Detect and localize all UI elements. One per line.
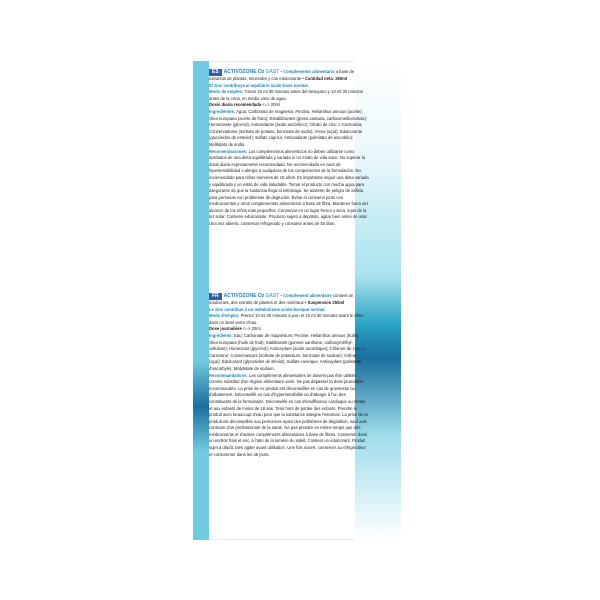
fr-mode-label: Mode d'emploi: — [209, 313, 240, 319]
fr-intro-highlight: • Complement alimentaire — [279, 293, 332, 298]
brand-sub: GAST — [265, 69, 280, 75]
es-mode-label: Modo de empleo: — [209, 89, 244, 95]
es-claim: El zinc contribuye al equilibrio ácido-base normal. — [209, 82, 309, 88]
es-mode-text: Tomar 10 ml 30 minutos antes del desayuno y 10 ml 30 minutos antes de la cena, en medio vaso de agua. — [209, 89, 363, 101]
left-color-stripe — [193, 61, 209, 540]
brand-sub: GAST — [265, 293, 280, 299]
fr-ingredients — [209, 333, 369, 373]
fr-intro-text: contient un édulcorant, des extraits de plantes et des minéraux • — [209, 293, 354, 305]
fr-ingredients-label: Ingrédients: — [209, 332, 233, 338]
es-dose-text: <=> 20ml — [261, 102, 280, 108]
fr-rec-text: Les compléments alimentaires ne doivent pas être utilisés comme substitut d'un régime alimentaire varié. Ne pas dépasser la dose journalière recommandée. La prise de ce produit est déconseillée en cas de grossesse ou d'allaitement. Déconseillé en cas d'hypersensibilité ou d'allergie à l'un des constituants de la formulation. Déconseillé en cas d'insuffisance cardiaque ou rénale et aux enfants de moins de 18 ans. Tenir hors de portée des enfants. Prendre le produit avec beaucoup d'eau pour que la substance atteigne l'estomac. La prise de ce produit est déconseillée aux personnes ayant des problèmes de déglutition, sauf avis contraire d'un professionnel de la santé. Ne pas prendre en même temps que des médicaments et d'autres compléments alimentaires à base de fibres. Conserver dans un endroit frais et sec, à l'abri de la lumière du soleil. Contient un édulcorant. Produit sujet à dépôt, bien agiter avant utilisation. Une fois ouvert, conserver au réfrigérateur et consommer dans les 45 jours. — [209, 372, 369, 457]
fr-dose-text: <=> 20ml — [241, 326, 261, 332]
es-mode — [209, 89, 369, 102]
label-content — [209, 61, 369, 540]
spanish-text-block — [209, 69, 369, 228]
brand-name: ACTIVOZONE Oz — [223, 293, 265, 299]
brand-name: ACTIVOZONE Oz — [223, 69, 265, 75]
fr-content: Suspension 250ml — [307, 300, 345, 305]
lang-badge-es: ES — [209, 69, 222, 76]
es-dose-label: Dosis diaria recomendada — [209, 102, 262, 108]
french-text-block — [209, 293, 369, 458]
es-rec-text: Los complementos alimenticios no deben utilizarse como sustitutos de una dieta equilibrada y variada ni un modo de vida sano. No superar la dosis diaria expresamente recomendada. No recomendado en caso de hipersensibilidad o alergia a cualquiera de los componentes de la formulación. No recomendado para niños menores de 15 años. Es importante seguir una dieta variada y equilibrada y un estilo de vida saludable. Tomar el producto con mucha agua para asegurarse de que la sustancia llega al estómago. Se advierte de peligro de asfixia para personas con problemas de deglución. Evitar el consumo junto con medicamentos y otros complementos alimenticios a base de fibra. Mantener fuera del alcance de los niños más pequeños. Conservar en un lugar fresco y seco, lejos de la luz solar. Contiene edulcorante. Producto sujeto a depósito, agitar bien antes de usar. Una vez abierto, conservar refrigerado y consumir antes de 45 días. — [209, 148, 369, 227]
fr-rec-label: Recommandations: — [209, 372, 248, 378]
fr-recommendations — [209, 373, 369, 459]
product-box — [193, 61, 401, 540]
es-rec-label: Recomendaciones: — [209, 148, 248, 154]
fr-mode-text: Prenez 10 ml 30 minutes à jeun et 10 ml 30 minutes avant le dîner dans un demi-verre d'eau. — [209, 313, 364, 325]
left-stripe-wave — [193, 361, 209, 451]
es-ingredients-label: Ingredientes: — [209, 108, 236, 114]
fr-claim: Le zinc contribue à un métabolisme acido-basique normal. — [209, 306, 326, 312]
fr-ingredients-text: Eau; Carbonate de magnésium; Pectine; Helianthus annuus (huile); Olea europaea (huile de fruit); Stabilisants (gomme xanthane, carboxyméthyl-cellulose); Humectant (glycérol); Antioxydant (acide ascorbique); Chlorure de zinc; L-Carnosine; Conservateurs (sorbate de potassium, benzoate de sodium); Arôme (açaí); Édulcorant (glycosides de stéviol); Sulfate cuivrique; Antioxydant (palmitate d'ascorbyle); Molybdate de sodium. — [209, 332, 367, 371]
es-recommendations — [209, 149, 369, 228]
es-intro-highlight: • Complemento alimentario — [279, 69, 335, 74]
es-content: Cantidad neta: 250ml — [304, 76, 348, 81]
fr-intro — [209, 293, 369, 307]
fr-mode — [209, 313, 369, 326]
es-ingredients-text: Agua; Carbonato de magnesio; Pectina; Helianthus annuus (aceite); Olea europaea (aceite de fruto); Estabilizantes (goma xantana, carboximetilcelulosa); Humectante (glicerol); Antioxidante (ácido ascórbico); Citrato de zinc; L-Carnosina; Conservadores (sorbato de potasio, benzoato de sodio); Arena (açaí); Edulcorante (glucósidos de esteviol); sulfato cúprico; Antioxidante (palmitato de ascorbilo); Molibdato de sodio. — [209, 108, 368, 147]
lang-badge-fr: FR — [209, 293, 222, 300]
es-intro-text: a base de extractos de plantas, minerales y con edulcorante • — [209, 69, 355, 81]
es-intro — [209, 69, 369, 83]
es-ingredients — [209, 109, 369, 149]
fr-dose — [209, 326, 369, 333]
es-dose — [209, 102, 369, 109]
fr-dose-label: Dose journalière — [209, 326, 242, 332]
